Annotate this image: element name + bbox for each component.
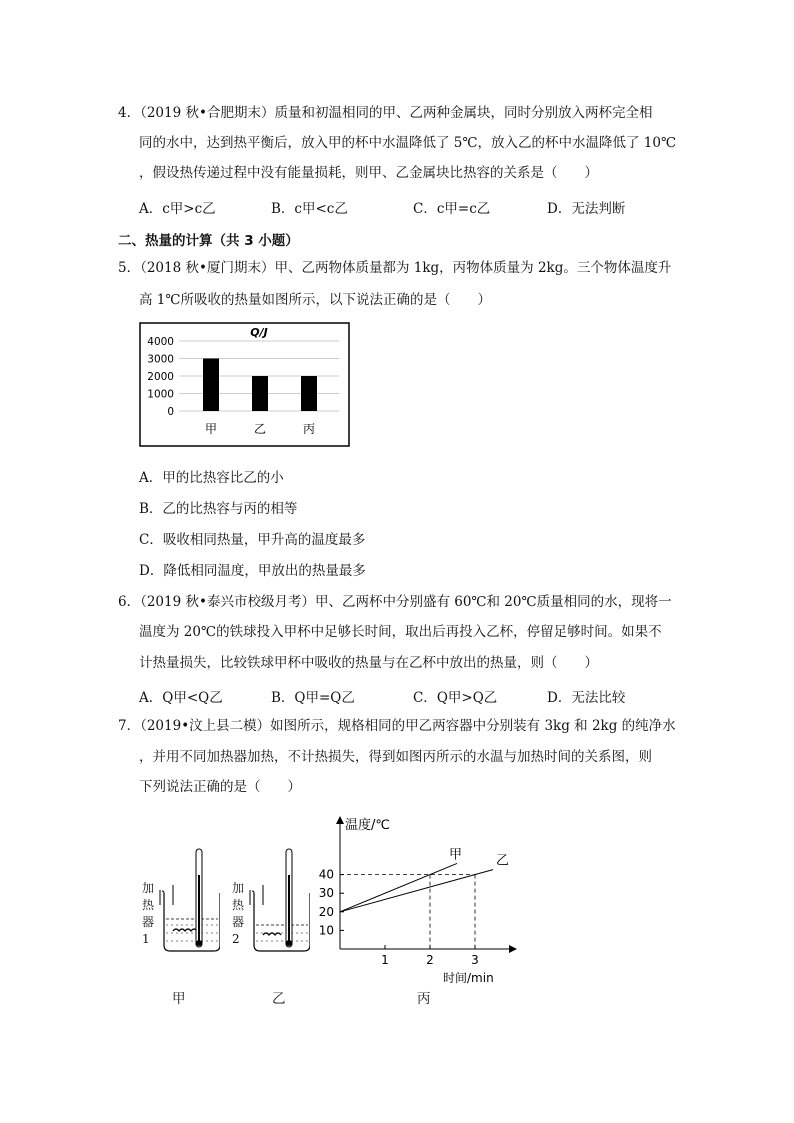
q6-option-a[interactable]: A．Q甲<Q乙 <box>139 690 223 706</box>
caption-jia: 甲 <box>172 991 186 1007</box>
q4-line1: 4．（2019 秋•合肥期末）质量和初温相同的甲、乙两种金属块，同时分别放入两杯完全相 <box>118 105 653 121</box>
line-ytick-label: 40 <box>318 867 334 882</box>
bar-ytick-label: 2000 <box>147 371 174 383</box>
bar-category-label: 丙 <box>302 422 316 436</box>
q4-line3: ，假设热传递过程中没有能量损耗，则甲、乙金属块比热容的关系是（ ） <box>139 165 598 181</box>
q5-option-b[interactable]: B．乙的比热容与丙的相等 <box>139 501 298 517</box>
bar-3 <box>301 376 317 411</box>
q5-option-a[interactable]: A．甲的比热容比乙的小 <box>139 470 284 486</box>
bar-ytick-label: 4000 <box>147 336 174 348</box>
line-ytick-label: 20 <box>318 904 334 919</box>
bar-2 <box>252 376 268 411</box>
q5-option-c[interactable]: C．吸收相同热量，甲升高的温度最多 <box>139 532 366 548</box>
line-xtick-label: 1 <box>381 953 389 967</box>
q5-option-d[interactable]: D．降低相同温度，甲放出的热量最多 <box>139 563 366 579</box>
bar-category-label: 甲 <box>204 422 218 436</box>
q5-line2: 高 1℃所吸收的热量如图所示，以下说法正确的是（ ） <box>139 292 491 308</box>
heater-2-label: 加热器2 <box>232 881 245 946</box>
line-xtick-label: 2 <box>426 953 434 967</box>
section-heading: 二、热量的计算（共 3 小题） <box>118 233 299 249</box>
q6-option-b[interactable]: B．Q甲=Q乙 <box>271 690 355 706</box>
bar-ytick-label: 3000 <box>147 353 174 366</box>
bar-chart-title: Q/J <box>250 326 268 339</box>
q6-option-d[interactable]: D．无法比较 <box>547 690 626 706</box>
bar-ytick-label: 0 <box>167 406 174 418</box>
caption-yi: 乙 <box>272 991 286 1007</box>
q4-option-b[interactable]: B．c甲<c乙 <box>271 201 348 217</box>
q6-option-c[interactable]: C．Q甲>Q乙 <box>413 690 498 706</box>
bar-ytick-label: 1000 <box>147 388 174 401</box>
bar-chart <box>139 322 351 448</box>
series-label-1: 甲 <box>449 847 463 863</box>
q6-line3: 计热量损失，比较铁球甲杯中吸收的热量与在乙杯中放出的热量，则（ ） <box>139 655 598 671</box>
line-chart-xlabel: 时间/min <box>443 971 494 985</box>
q7-line1: 7．（2019•汶上县二模）如图所示，规格相同的甲乙两容器中分别装有 3kg 和 2kg 的纯净水 <box>118 718 676 734</box>
q4-option-c[interactable]: C．c甲=c乙 <box>413 201 491 217</box>
bar-category-label: 乙 <box>253 422 267 436</box>
q4-line2: 同的水中，达到热平衡后，放入甲的杯中水温降低了 5℃，放入乙的杯中水温降低了 10℃ <box>139 135 677 151</box>
line-xtick-label: 3 <box>471 953 479 967</box>
line-chart <box>305 812 525 990</box>
line-ytick-label: 30 <box>318 886 334 901</box>
q4-option-a[interactable]: A．c甲>c乙 <box>139 201 216 217</box>
q7-line3: 下列说法正确的是（ ） <box>139 779 301 795</box>
caption-bing: 丙 <box>417 991 431 1007</box>
q6-line2: 温度为 20℃的铁球投入甲杯中足够长时间，取出后再投入乙杯，停留足够时间。如果不 <box>139 624 662 640</box>
line-ytick-label: 10 <box>318 923 334 938</box>
heater-1-label: 加热器1 <box>142 881 155 946</box>
bar-1 <box>203 359 219 412</box>
q4-option-d[interactable]: D．无法判断 <box>547 201 626 217</box>
series-label-2: 乙 <box>496 853 510 869</box>
series-line-2 <box>340 870 493 912</box>
q6-line1: 6．（2019 秋•泰兴市校级月考）甲、乙两杯中分别盛有 60℃和 20℃质量相同的水，现将一 <box>118 594 672 610</box>
line-chart-ylabel: 温度/℃ <box>345 818 390 833</box>
q5-line1: 5．（2018 秋•厦门期末）甲、乙两物体质量都为 1kg，丙物体质量为 2kg。三个物体温度升 <box>118 260 672 276</box>
q7-line2: ，并用不同加热器加热，不计热损失，得到如图丙所示的水温与加热时间的关系图，则 <box>139 749 652 765</box>
series-line-1 <box>340 863 457 911</box>
